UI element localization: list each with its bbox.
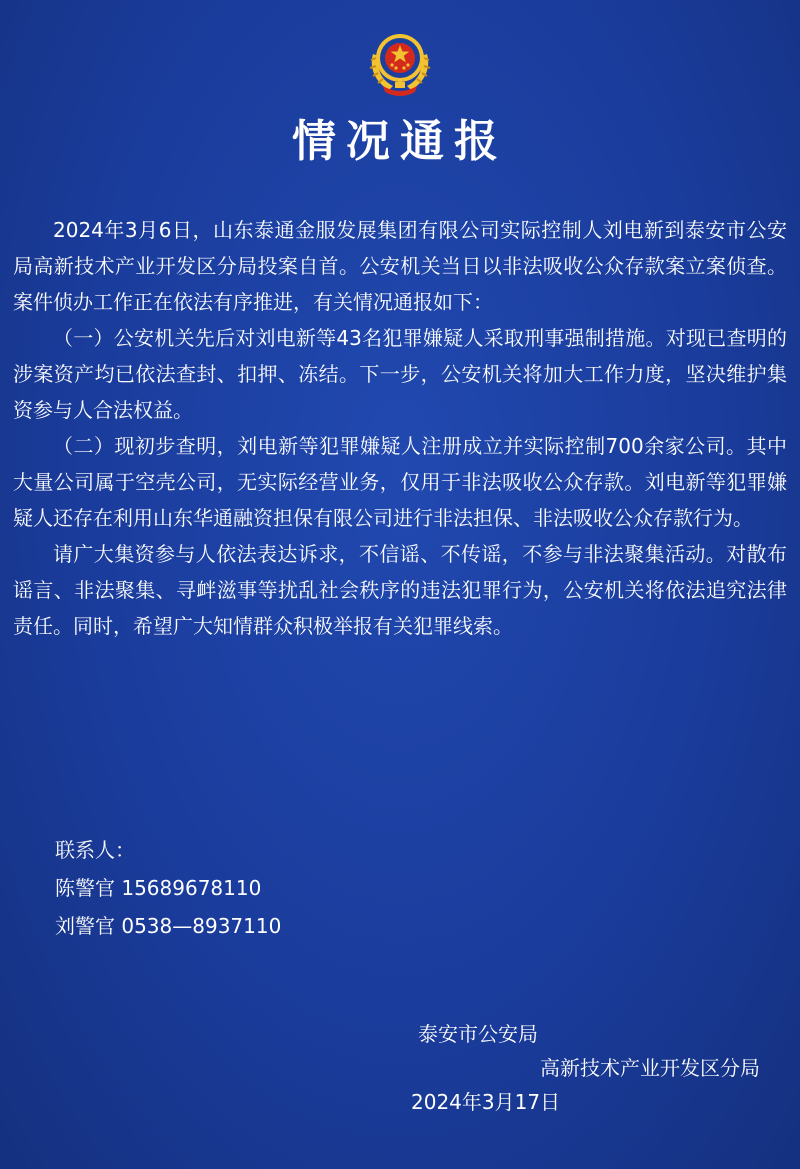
notice-body bbox=[13, 212, 787, 644]
page-title: 情况通报 bbox=[292, 116, 508, 167]
item-two-paragraph: （二）现初步查明，刘电新等犯罪嫌疑人注册成立并实际控制700余家公司。其中大量公司属于空壳公司，无实际经营业务，仅用于非法吸收公众存款。刘电新等犯罪嫌疑人还存在利用山东华通融资担保有限公司进行非法担保、非法吸收公众存款行为。 bbox=[13, 434, 787, 530]
contact-chen: 陈警官 15689678110 bbox=[55, 876, 262, 900]
signature-org-line2: 高新技术产业开发区分局 bbox=[540, 1056, 760, 1080]
intro-paragraph: 2024年3月6日，山东泰通金服发展集团有限公司实际控制人刘电新到泰安市公安局高新技术产业开发区分局投案自首。公安机关当日以非法吸收公众存款案立案侦查。案件侦办工作正在依法有序推进，有关情况通报如下： bbox=[13, 218, 787, 314]
signature-org-line1: 泰安市公安局 bbox=[418, 1022, 538, 1046]
item-one-paragraph: （一）公安机关先后对刘电新等43名犯罪嫌疑人采取刑事强制措施。对现已查明的涉案资产均已依法查封、扣押、冻结。下一步，公安机关将加大工作力度，坚决维护集资参与人合法权益。 bbox=[13, 326, 787, 422]
signature-date: 2024年3月17日 bbox=[411, 1090, 561, 1114]
contact-liu: 刘警官 0538—8937110 bbox=[55, 914, 282, 938]
appeal-paragraph: 请广大集资参与人依法表达诉求，不信谣、不传谣，不参与非法聚集活动。对散布谣言、非法聚集、寻衅滋事等扰乱社会秩序的违法犯罪行为，公安机关将依法追究法律责任。同时，希望广大知情群众积极举报有关犯罪线索。 bbox=[13, 542, 787, 638]
police-emblem-icon bbox=[363, 24, 437, 98]
contacts-block bbox=[55, 831, 281, 945]
contacts-label: 联系人： bbox=[55, 838, 135, 862]
